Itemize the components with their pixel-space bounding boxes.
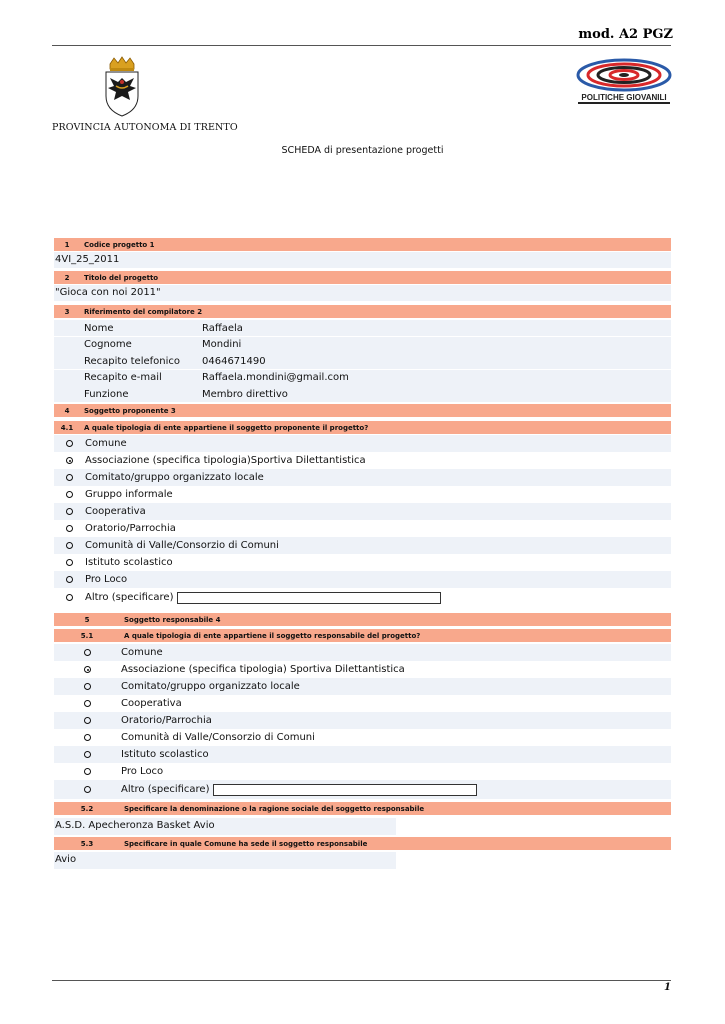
province-name: PROVINCIA AUTONOMA DI TRENTO: [52, 122, 238, 133]
option-label: Associazione (specifica tipologia)Sportiva Dilettantistica: [85, 455, 366, 466]
field-value: Membro direttivo: [202, 388, 288, 400]
radio-button[interactable]: [84, 700, 91, 707]
radio-button[interactable]: [84, 649, 91, 656]
compiler-field-row[interactable]: [54, 386, 671, 402]
option-label: Comunità di Valle/Consorzio di Comuni: [121, 732, 315, 743]
radio-button[interactable]: [84, 683, 91, 690]
radio-option[interactable]: [54, 452, 671, 469]
radio-button[interactable]: [84, 786, 91, 793]
section-label: A quale tipologia di ente appartiene il soggetto responsabile del progetto?: [124, 631, 421, 640]
radio-option[interactable]: [54, 695, 671, 712]
section-number: 5: [84, 615, 90, 624]
section-4-header: [54, 404, 671, 417]
page-number: 1: [664, 982, 671, 993]
option-label: Comune: [121, 647, 163, 658]
responsible-municipality-value: Avio: [55, 854, 77, 865]
radio-option[interactable]: [54, 746, 671, 763]
responsible-name-field[interactable]: [54, 818, 396, 835]
section-number: 4.1: [60, 423, 74, 432]
section-number: 4: [64, 406, 70, 415]
radio-button[interactable]: [66, 559, 73, 566]
option-label: Oratorio/Parrochia: [121, 715, 212, 726]
section-5-3-header: [54, 837, 671, 850]
radio-option[interactable]: [54, 712, 671, 729]
section-label: Specificare la denominazione o la ragione sociale del soggetto responsabile: [124, 804, 425, 813]
option-label: Comitato/gruppo organizzato locale: [85, 472, 264, 483]
project-code-value: 4VI_25_2011: [55, 254, 120, 265]
compiler-fields: [54, 320, 671, 402]
radio-option[interactable]: [54, 503, 671, 520]
radio-option[interactable]: [54, 537, 671, 554]
option-label: Altro (specificare): [85, 592, 174, 603]
option-label: Pro Loco: [85, 574, 128, 585]
radio-button-selected[interactable]: [66, 457, 73, 464]
radio-option[interactable]: [54, 469, 671, 486]
field-value: Mondini: [202, 339, 242, 350]
radio-button[interactable]: [84, 768, 91, 775]
radio-button[interactable]: [66, 525, 73, 532]
option-label: Pro Loco: [121, 766, 164, 777]
radio-option[interactable]: [54, 571, 671, 588]
option-label: Cooperativa: [121, 698, 182, 709]
option-label: Oratorio/Parrochia: [85, 523, 176, 534]
radio-button[interactable]: [84, 717, 91, 724]
radio-button[interactable]: [66, 474, 73, 481]
radio-button[interactable]: [84, 734, 91, 741]
field-value: Raffaela: [202, 322, 243, 334]
field-label: Recapito e-mail: [84, 372, 162, 383]
compiler-field-row[interactable]: [54, 320, 671, 336]
field-label: Nome: [84, 322, 114, 334]
section-number: 5.3: [80, 839, 94, 848]
responsible-municipality-field[interactable]: [54, 852, 396, 869]
politiche-giovanili-logo-icon: [574, 55, 674, 107]
project-title-field[interactable]: [54, 285, 671, 301]
radio-option[interactable]: [54, 486, 671, 503]
section-5-2-header: [54, 802, 671, 815]
section-label: Titolo del progetto: [84, 273, 159, 282]
section-label: Soggetto responsabile 4: [124, 615, 221, 624]
radio-button[interactable]: [66, 440, 73, 447]
trento-eagle-crest-icon: [100, 56, 144, 118]
section-3-header: [54, 305, 671, 318]
compiler-field-row[interactable]: [54, 353, 671, 369]
radio-option[interactable]: [54, 554, 671, 571]
radio-option[interactable]: [54, 729, 671, 746]
option-label: Altro (specificare): [121, 784, 210, 795]
radio-option[interactable]: [54, 588, 671, 607]
radio-button[interactable]: [66, 576, 73, 583]
section-number: 3: [64, 307, 70, 316]
radio-button[interactable]: [66, 491, 73, 498]
section-label: Specificare in quale Comune ha sede il soggetto responsabile: [124, 839, 368, 848]
document-subtitle: SCHEDA di presentazione progetti: [281, 145, 444, 156]
section-5-1-header: [54, 629, 671, 642]
radio-option[interactable]: [54, 661, 671, 678]
section-2-header: [54, 271, 671, 284]
section-number: 1: [64, 240, 70, 249]
radio-option[interactable]: [54, 763, 671, 780]
field-label: Recapito telefonico: [84, 355, 180, 367]
radio-option[interactable]: [54, 435, 671, 452]
option-label: Cooperativa: [85, 506, 146, 517]
header-rule: [52, 45, 671, 46]
project-code-field[interactable]: [54, 252, 671, 268]
responsible-type-options: [54, 644, 671, 799]
radio-option[interactable]: [54, 678, 671, 695]
option-label: Gruppo informale: [85, 489, 173, 500]
field-value: 0464671490: [202, 355, 266, 367]
section-label: Codice progetto 1: [84, 240, 155, 249]
option-label: Comune: [85, 438, 127, 449]
radio-button[interactable]: [84, 751, 91, 758]
section-label: Soggetto proponente 3: [84, 406, 176, 415]
other-specify-input[interactable]: [177, 592, 441, 604]
radio-option[interactable]: [54, 644, 671, 661]
section-1-header: [54, 238, 671, 251]
section-label: Riferimento del compilatore 2: [84, 307, 203, 316]
project-title-value: "Gioca con noi 2011": [55, 287, 161, 298]
radio-button[interactable]: [66, 594, 73, 601]
field-label: Cognome: [84, 339, 132, 350]
section-label: A quale tipologia di ente appartiene il soggetto proponente il progetto?: [84, 423, 369, 432]
radio-button-selected[interactable]: [84, 666, 91, 673]
option-label: Istituto scolastico: [85, 557, 173, 568]
compiler-field-row[interactable]: [54, 337, 671, 353]
proponent-type-options: [54, 435, 671, 607]
radio-button[interactable]: [66, 542, 73, 549]
compiler-field-row[interactable]: [54, 370, 671, 386]
section-number: 5.2: [80, 804, 94, 813]
option-label: Comunità di Valle/Consorzio di Comuni: [85, 540, 279, 551]
section-4-1-header: [54, 421, 671, 434]
section-5-header: [54, 613, 671, 626]
radio-option[interactable]: [54, 780, 671, 799]
model-code: mod. A2 PGZ: [578, 27, 673, 42]
option-label: Istituto scolastico: [121, 749, 209, 760]
right-logo-text: POLITICHE GIOVANILI: [581, 93, 667, 102]
responsible-name-value: A.S.D. Apecheronza Basket Avio: [55, 820, 215, 831]
field-label: Funzione: [84, 388, 129, 400]
field-value: Raffaela.mondini@gmail.com: [202, 372, 349, 383]
radio-button[interactable]: [66, 508, 73, 515]
footer-rule: [52, 980, 671, 981]
option-label: Comitato/gruppo organizzato locale: [121, 681, 300, 692]
other-specify-input[interactable]: [213, 784, 477, 796]
section-number: 2: [64, 273, 70, 282]
option-label: Associazione (specifica tipologia) Sportiva Dilettantistica: [121, 664, 405, 675]
section-number: 5.1: [80, 631, 94, 640]
radio-option[interactable]: [54, 520, 671, 537]
